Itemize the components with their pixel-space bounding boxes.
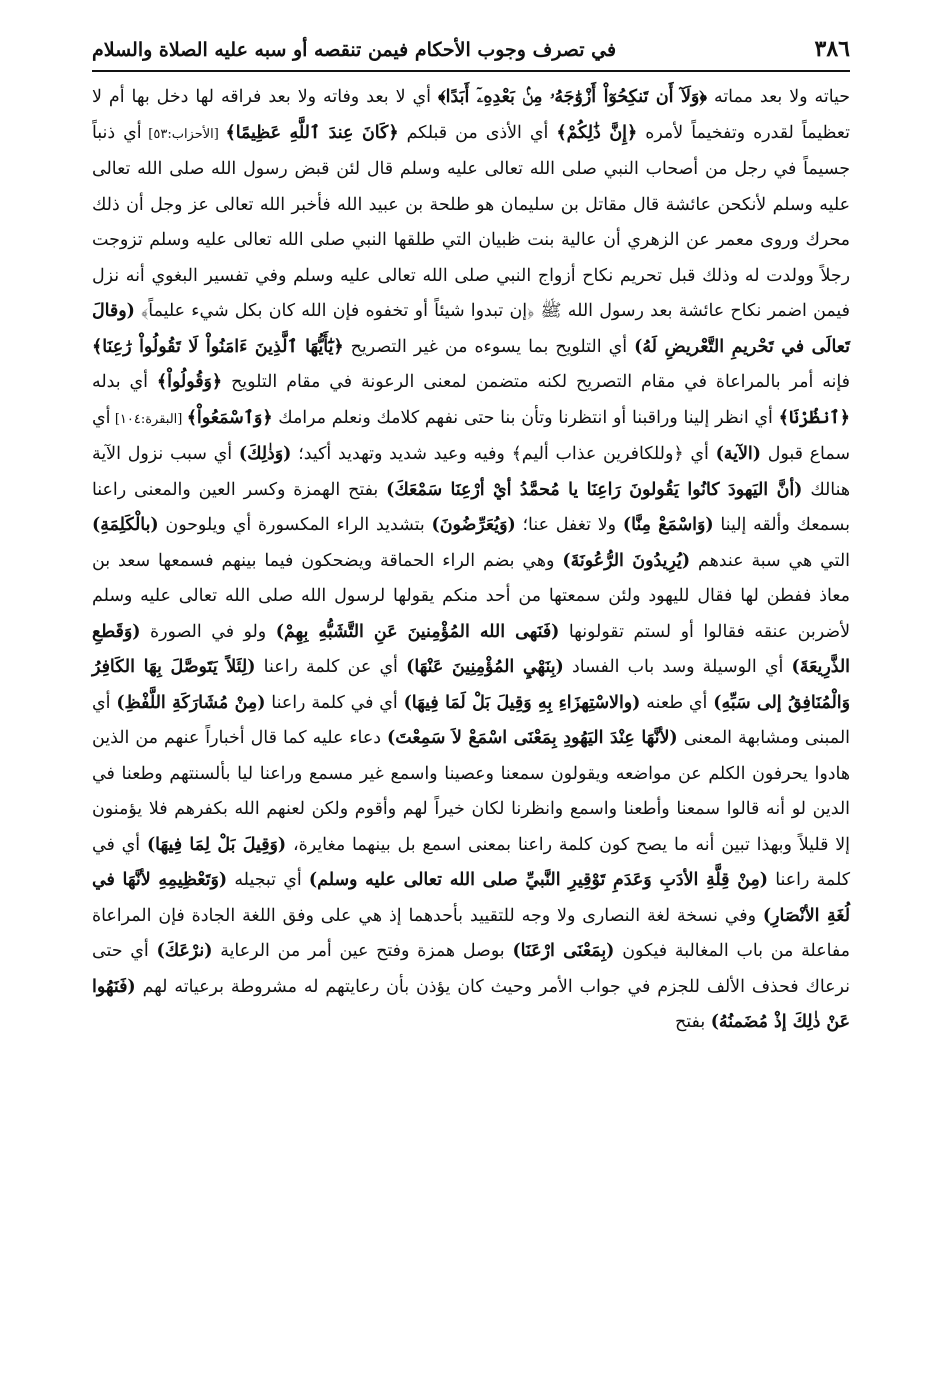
text-segment-quran: ﴿إِنَّ ذَٰلِكُمْ﴾ xyxy=(556,122,638,143)
body-paragraph xyxy=(92,80,850,1041)
text-segment-em: (وقالَ تَعالَى في تَحْريمِ التَّعْريضِ لَهُ) xyxy=(92,301,850,357)
text-segment-text: فإنه أمر بالمراعاة في مقام التصريح لكنه متضمن لمعنى الرعونة في مقام التلويح xyxy=(222,372,850,392)
text-segment-em: (مِنْ قِلَّةِ الأدَبِ وَعَدَمِ تَوْقِيرِ النَّبيِّ صلى الله تعالى عليه وسلم) xyxy=(308,870,768,890)
text-segment-text: بوصل همزة وفتح عين أمر من الرعاية xyxy=(212,941,513,961)
text-segment-text: أي بدله xyxy=(92,372,157,392)
text-segment-text: أي تبجيله xyxy=(227,870,309,890)
text-segment-text: أي الأذى من قبلكم xyxy=(398,122,557,143)
text-segment-em: (بالْكَلِمَةِ) xyxy=(92,515,159,535)
text-segment-text: أي سماع قبول xyxy=(92,407,850,464)
text-segment-em: (وَقَطعِ الذَّرِيعَةَ) xyxy=(92,621,850,677)
text-segment-text: أي ﴿وللكافرين عذاب أليم﴾ وفيه وعيد شديد وتهديد أكيد؛ xyxy=(291,444,716,464)
text-segment-text: دعاء عليه كما قال أخباراً عنهم من الذين هادوا يحرفون الكلم عن مواضعه ويقولون سمعنا وعصينا واسمع غير مسمع وراعنا ليا بألسنتهم وطعنا في الدين لو أنه قالوا سمعنا وأطعنا واسمع وانظرنا لكان خيراً لهم وأقوم ولكن لعنهم الله بكفرهم فلا يؤمنون إلا قليلاً وبهذا تبين أنه ما يصح كون كلمة راعنا بمعنى اسمع بل بينهما مغايرة، xyxy=(92,728,850,855)
text-segment-text: أي حتى نرعاك فحذف الألف للجزم في جواب الأمر وحيث كان يؤذن بأن رعايتهم له مشروطة برعياته لهم xyxy=(92,941,850,997)
text-segment-text: أي طعنه xyxy=(640,692,714,713)
text-segment-text: أي سبب نزول الآية هنالك xyxy=(92,444,850,500)
text-segment-em: (وَاسْمَعْ مِنَّا) xyxy=(622,515,714,535)
text-segment-em: (وَيُعَرِّضُونَ) xyxy=(431,515,516,535)
text-segment-em: (فَنَهُوا عَنْ ذٰلِكَ إذْ مُضَمنُهُ) xyxy=(92,976,850,1032)
text-segment-text: التي هي سبة عندهم xyxy=(690,550,850,571)
text-segment-text: ولو في الصورة xyxy=(140,621,276,642)
text-segment-em: (يُرِيدُونَ الرُّعُونَةَ) xyxy=(562,550,691,571)
text-segment-text: أي في كلمة راعنا xyxy=(265,692,404,713)
text-segment-em: (والاسْتِهزَاءِ بِهِ وَقِيلَ بَلْ لَمَا فِيهَا) xyxy=(403,692,641,713)
text-segment-ref: [البقرة:١٠٤] xyxy=(110,411,187,427)
text-segment-text: أي الوسيلة وسد باب الفساد xyxy=(563,657,792,677)
text-segment-em: (بِمَعْنَى ارْعَنَا) xyxy=(512,941,615,961)
text-segment-text: بتشديد الراء المكسورة أي ويلوحون xyxy=(158,515,432,535)
text-segment-em: (فَنَهى الله المُؤْمِنينَ عَنِ التَّشَبُّهِ بِهِمْ) xyxy=(275,621,560,642)
text-segment-em: (وَقِيلَ بَلْ لِمَا فِيهَا) xyxy=(146,834,287,855)
text-segment-text: أي عن كلمة راعنا xyxy=(255,657,407,677)
text-segment-quran: ﴿ٱنظُرْنَا﴾ xyxy=(778,407,850,428)
text-segment-text: أي انظر إلينا وراقبنا أو انتظرنا وتأن بنا حتى نفهم كلامك ونعلم مرامك xyxy=(272,407,779,428)
text-segment-text: وفي نسخة لغة النصارى ولا وجه للتقييد بأحدهما إذ هي على وفق اللغة الجادة فإن المراعاة مفاعلة من باب المغالبة فيكون xyxy=(92,905,850,961)
text-segment-text: بفتح الهمزة وكسر العين والمعنى راعنا بسمعك وألقه إلينا xyxy=(92,479,851,535)
text-segment-text: أي ذنباً جسيماً في رجل من أصحاب النبي صلى الله تعالى عليه وسلم قال لئن قبض رسول الله صلى الله تعالى عليه وسلم لأنكحن عائشة قال مقاتل بن سليمان هو طلحة بن عبيد الله فأخبر الله تعالى عز وجل أن ذلك محرك وروى معمر عن الزهري أن عالية بنت ظبيان التي طلقها النبي صلى الله تعالى عليه وسلم تزوجت رجلاً وولدت له وذلك قبل تحريم نكاح أزواج النبي صلى الله تعالى عليه وسلم وفي تفسير البغوي أنه نزل فيمن اضمر نكاح عائشة بعد رسول الله ﷺ ﴿إن تبدوا شيئاً أو تخفوه فإن الله كان بكل شيء عليماً﴾ xyxy=(92,122,850,321)
text-segment-em: (مِنْ مُشَارَكَةِ اللَّفْظِ) xyxy=(116,692,266,713)
text-segment-em: (لأنَّهَا عِنْدَ اليَهُودِ بِمَعْنَى اسْمَعْ لاَ سَمِعْتَ) xyxy=(387,728,678,748)
body-text xyxy=(92,80,850,1041)
text-segment-text: بفتح xyxy=(675,1012,711,1032)
text-segment-text: أي لا بعد وفاته ولا بعد فراقه لها دخل بها أم لا تعظيماً لقدره وتفخيماً لأمره xyxy=(92,87,850,143)
text-segment-em: (نرْعَكَ) xyxy=(156,941,213,961)
running-head xyxy=(92,36,850,70)
text-segment-em: (بِنَهْيِ المُؤْمِنِينَ عَنْهَا) xyxy=(406,657,564,677)
text-segment-text: ولا تغفل عنا؛ xyxy=(515,515,623,535)
text-segment-text: أي المبنى ومشابهة المعنى xyxy=(92,692,850,748)
text-segment-ref: [الأحزاب:٥٣] xyxy=(141,126,226,142)
text-segment-quran: ﴿كَانَ عِندَ ٱللَّهِ عَظِيمًا﴾ xyxy=(225,122,399,143)
text-segment-em: (أنَّ اليَهودَ كانُوا يَقُولونَ رَاعِنَا يا مُحمَّدُ أيْ أرْعِنَا سَمْعَكَ) xyxy=(386,479,803,500)
text-segment-em: (الآية) xyxy=(715,444,761,464)
header-rule xyxy=(92,70,850,72)
text-segment-quran: ﴿وَقُولُواْ﴾ xyxy=(156,372,223,392)
text-segment-em: (وَتَعْظِيمِهِ لأنَّهَا في لُغَةِ الأنْصَارِ) xyxy=(92,870,850,926)
chapter-title: في تصرف وجوب الأحكام فيمن تنقصه أو سبه عليه الصلاة والسلام xyxy=(92,39,617,61)
text-segment-text: أي في كلمة راعنا xyxy=(92,834,851,890)
page-number: ٣٨٦ xyxy=(814,36,850,62)
text-segment-text: أي التلويح بما يسوءه من غير التصريح xyxy=(343,336,635,357)
text-segment-quran: ﴿يَٰٓأَيُّهَا ٱلَّذِينَ ءَامَنُواْ لَا تَقُولُواْ رَٰعِنَا﴾ xyxy=(92,336,344,357)
text-segment-quran: ﴿وَٱسْمَعُواْ﴾ xyxy=(186,407,273,428)
text-segment-text: وهي بضم الراء الحماقة ويضحكون فيما بينهم فسمعها سعد بن معاذ ففطن لها فقال لليهود ولئن سمعتها من أحد منكم يقولها لرسول الله صلى الله تعالى عليه وسلم لأضربن عنقه فقالوا أو لستم تقولونها xyxy=(92,550,850,642)
text-segment-quran: ﴿وَلَآ أَن تَنكِحُوٓاْ أَزْوَٰجَهُۥ مِنۢ بَعْدِهِۦٓ أَبَدًا﴾ xyxy=(437,87,708,107)
text-segment-em: (لِئَلاً يَتَوصَّلَ بِهَا الكَافِرُ وَالْمُنَافِقُ إلى سَبِّهِ) xyxy=(92,657,850,713)
text-segment-em: (وَذٰلِكَ) xyxy=(238,444,292,464)
text-segment-text: حياته ولا بعد مماته xyxy=(707,87,850,107)
